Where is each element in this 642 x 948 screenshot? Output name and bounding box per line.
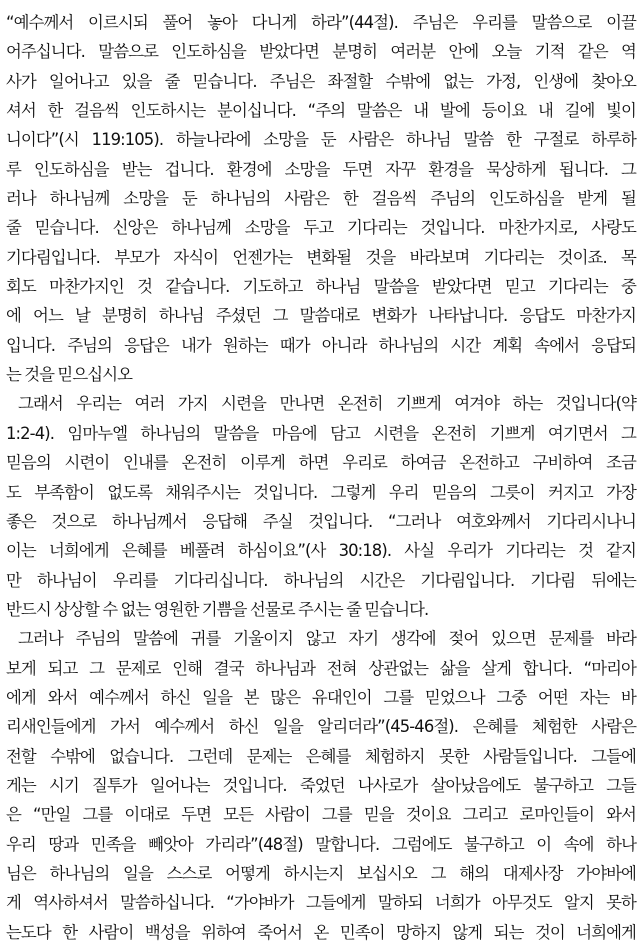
text-line: 줄 믿습니다. 신앙은 하나님께 소망을 두고 기다리는 것입니다. 마찬가지로, 사랑도 (6, 218, 636, 238)
text-line: 보게 되고 그 문제로 인해 결국 하나님과 전혀 상관없는 삶을 살게 합니다. “마리아 (6, 658, 636, 678)
text-line: 우리 땅과 민족을 빼앗아 가리라”(48절) 말합니다. 그럼에도 불구하고 이 속에 하나 (6, 834, 636, 854)
text-line: 1:2-4). 임마누엘 하나님의 말씀을 마음에 담고 시련을 온전히 기쁘게 여기면서 그 (6, 423, 636, 443)
paragraph-2 (6, 389, 636, 624)
text-line: 만 하나님이 우리를 기다리십니다. 하나님의 시간은 기다림입니다. 기다림 뒤에는 (6, 570, 636, 590)
text-line: 사가 일어나고 있을 줄 믿습니다. 주님은 좌절할 수밖에 없는 가정, 인생에 찾아오 (6, 71, 636, 91)
text-line: 이는 너희에게 은혜를 베풀려 하심이요”(사 30:18). 사실 우리가 기다리는 것 같지 (6, 541, 636, 561)
text-line: 루 인도하심을 받는 겁니다. 환경에 소망을 두면 자꾸 환경을 묵상하게 됩니다. 그 (6, 159, 636, 179)
text-line: 는도다 한 사람이 백성을 위하여 죽어서 온 민족이 망하지 않게 되는 것이 너희에게 (6, 922, 636, 942)
text-line: 게는 시기 질투가 일어나는 것입니다. 죽었던 나사로가 살아났음에도 불구하고 그들 (6, 775, 636, 795)
text-line: 전할 수밖에 없습니다. 그런데 문제는 은혜를 체험하지 못한 사람들입니다. 그들에 (6, 746, 636, 766)
text-line: 리새인들에게 가서 예수께서 하신 일을 알리더라”(45-46절). 은혜를 체험한 사람은 (6, 717, 636, 737)
text-line: 에게 와서 예수께서 하신 일을 본 많은 유대인이 그를 믿었으나 그중 어떤 자는 바 (6, 687, 636, 707)
text-line: 회도 마찬가지인 것 같습니다. 기도하고 하나님 말씀을 받았다면 믿고 기다리는 중 (6, 277, 636, 297)
text-line: 님은 하나님의 일을 스스로 어떻게 하시는지 보십시오 그 해의 대제사장 가야바에 (6, 863, 636, 883)
text-line: 게 역사하셔서 말씀하십니다. “가야바가 그들에게 말하되 너희가 아무것도 알지 못하 (6, 893, 636, 913)
text-line: 그래서 우리는 여러 가지 시련을 만나면 온전히 기쁘게 여겨야 하는 것입니다(약 (18, 394, 636, 414)
text-line: 은 “만일 그를 이대로 두면 모든 사람이 그를 믿을 것이요 그리고 로마인들이 와서 (6, 805, 636, 825)
text-line: 어주십니다. 말씀으로 인도하심을 받았다면 분명히 여러분 안에 오늘 기적 같은 역 (6, 42, 636, 62)
paragraph-1 (6, 8, 636, 389)
text-line: 좋은 것으로 하나님께서 응답해 주실 것입니다. “그러나 여호와께서 기다리시나니 (6, 511, 636, 531)
text-line: 는 것을 믿으십시오 (6, 365, 133, 385)
text-line: 그러나 주님의 말씀에 귀를 기울이지 않고 자기 생각에 젖어 있으면 문제를 바라 (18, 629, 636, 649)
text-line: 믿음의 시련이 인내를 온전히 이루게 하면 우리로 하여금 온전하고 구비하여 조금 (6, 453, 636, 473)
text-line: “예수께서 이르시되 풀어 놓아 다니게 하라”(44절). 주님은 우리를 말씀으로 이끌 (6, 13, 636, 32)
text-line: 반드시 상상할 수 없는 영원한 기쁨을 선물로 주시는 줄 믿습니다. (6, 599, 429, 619)
text-line: 러나 하나님께 소망을 둔 하나님의 사람은 한 걸음씩 주님의 인도하심을 받게 될 (6, 189, 636, 209)
text-line: 입니다. 주님의 응답은 내가 원하는 때가 아니라 하나님의 시간 계획 속에서 응답되 (6, 335, 636, 355)
text-line: 니이다”(시 119:105). 하늘나라에 소망을 둔 사람은 하나님 말씀 한 구절로 하루하 (6, 130, 636, 150)
text-line: 기다림입니다. 부모가 자식이 언젠가는 변화될 것을 바라보며 기다리는 것이죠. 목 (6, 247, 636, 267)
paragraph-3 (6, 624, 636, 947)
text-line: 도 부족함이 없도록 채워주시는 것입니다. 그렇게 우리 믿음의 그릇이 커지고 가장 (6, 482, 636, 502)
text-line: 에 어느 날 분명히 하나님 주셨던 그 말씀대로 변화가 나타납니다. 응답도 마찬가지 (6, 306, 636, 326)
text-line: 셔서 한 걸음씩 인도하시는 분이십니다. “주의 말씀은 내 발에 등이요 내 길에 빛이 (6, 101, 636, 121)
